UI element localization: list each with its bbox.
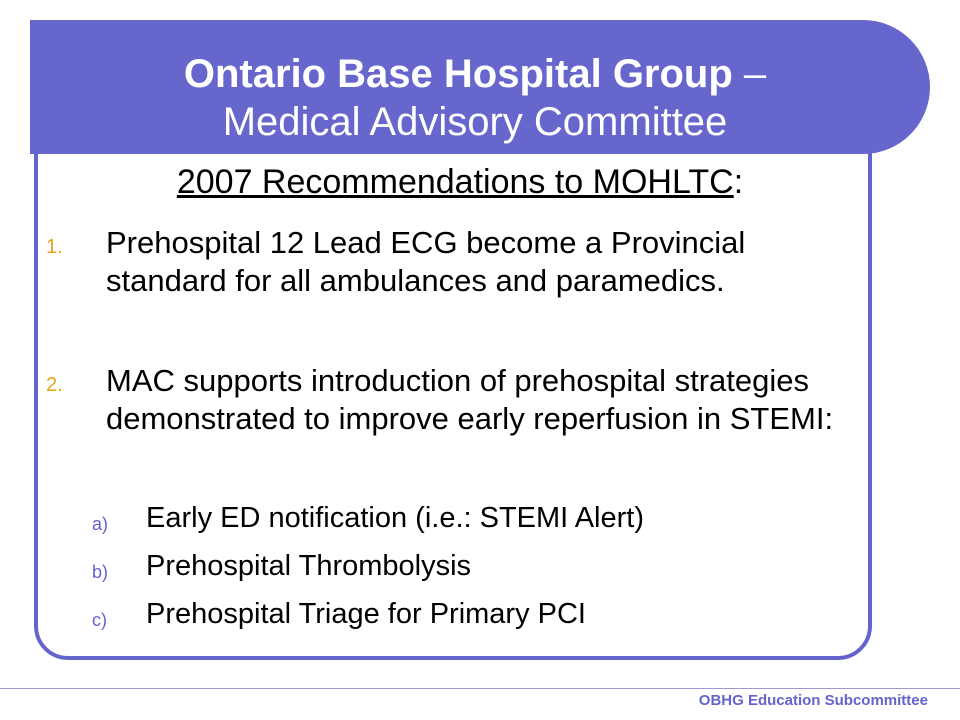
sub-list-item-text: Early ED notification (i.e.: STEMI Alert) [146,502,644,534]
subheading [60,160,860,204]
footer-divider [0,688,960,689]
title-line-1: Ontario Base Hospital Group [183,52,733,96]
sub-list-letter: a) [92,514,109,534]
list-number: 1. [46,236,63,258]
title-dash: – [732,52,767,96]
slide-title [60,50,890,146]
footer-text: OBHG Education Subcommittee [698,692,928,709]
title-banner [30,20,930,154]
list-number: 2. [46,374,63,396]
title-line-2: Medical Advisory Committee [222,100,728,144]
sub-list-letter: b) [92,562,109,582]
subheading-colon: : [733,163,744,201]
sub-list-item-text: Prehospital Triage for Primary PCI [146,598,586,630]
sub-list-letter: c) [92,610,107,630]
list-item-text: Prehospital 12 Lead ECG become a Provincial standard for all ambulances and paramedics. [106,225,746,298]
list-item-text: MAC supports introduction of prehospital strategies demonstrated to improve early reperfusion in STEMI: [106,363,834,436]
sub-list-item-text: Prehospital Thrombolysis [146,550,472,582]
subheading-text: 2007 Recommendations to MOHLTC [176,163,734,201]
